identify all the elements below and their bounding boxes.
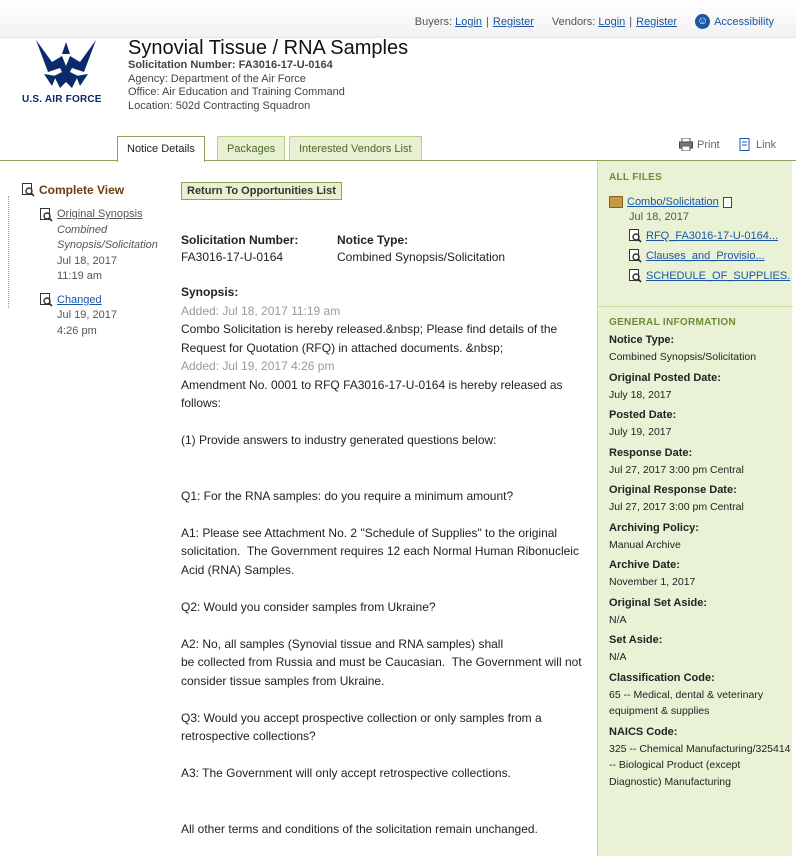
header-details (128, 59, 345, 113)
info-value: Manual Archive (609, 538, 681, 551)
buyers-login-link[interactable]: Login (455, 15, 483, 28)
nav-type-line: Synopsis/Solicitation (57, 239, 158, 251)
closing-text: All other terms and conditions of the solicitation remain unchanged. (181, 821, 538, 836)
accessibility-link[interactable]: Accessibility (714, 15, 774, 28)
info-value: 325 -- Chemical Manufacturing/325414 -- Biological Product (except Diagnostic) Manufacturing (609, 742, 791, 788)
info-value: July 19, 2017 (609, 426, 672, 438)
notice-type-label: Notice Type: (337, 233, 409, 247)
tab-packages[interactable]: Packages (217, 136, 285, 161)
nav-type-line: Combined (57, 223, 108, 236)
info-value: N/A (609, 613, 627, 626)
info-label: Archiving Policy: (609, 521, 699, 534)
top-bar (0, 0, 796, 38)
magnifier-icon (22, 183, 35, 197)
accessibility-icon[interactable]: ☺ (696, 15, 709, 27)
printer-icon (679, 138, 693, 151)
question-3: Q3: Would you accept prospective collection or only samples from a retrospective collections? (181, 710, 545, 743)
general-info-heading: GENERAL INFORMATION (609, 317, 736, 328)
nav-date: Jul 18, 2017 (57, 254, 117, 267)
complete-view-link[interactable] (22, 183, 172, 197)
nav-tree-line (8, 196, 16, 308)
magnifier-icon (629, 269, 642, 283)
notice-main (181, 182, 586, 836)
link-label: Link (756, 138, 777, 151)
info-label: Set Aside: (609, 634, 663, 646)
file-row (629, 266, 792, 286)
amendment-item: (1) Provide answers to industry generated questions below: (181, 433, 497, 447)
magnifier-icon (629, 249, 642, 263)
amendment-text: Amendment No. 0001 to RFQ FA3016-17-U-0164 is hereby released as follows: (181, 377, 566, 410)
synopsis-label: Synopsis: (181, 285, 239, 299)
file-row (629, 226, 792, 246)
print-label: Print (697, 138, 720, 151)
all-files-heading: ALL FILES (609, 172, 663, 183)
return-to-list-button[interactable]: Return To Opportunities List (181, 182, 342, 200)
file-link-schedule[interactable]: SCHEDULE_OF_SUPPLIES. (646, 270, 791, 282)
info-label: Posted Date: (609, 409, 677, 421)
notice-type-field (337, 233, 505, 264)
info-label: Original Posted Date: (609, 371, 721, 384)
info-label: Classification Code: (609, 671, 715, 684)
logo-text: U.S. AIR FORCE (22, 94, 102, 105)
page-title: Synovial Tissue / RNA Samples (128, 37, 409, 59)
notice-type-value: Combined Synopsis/Solicitation (337, 250, 506, 264)
nav-time: 11:19 am (57, 270, 103, 282)
info-value: 65 -- Medical, dental & veterinary equipment & supplies (609, 688, 764, 717)
package-box-icon (609, 196, 623, 208)
answer-2-line-1: A2: No, all samples (Synovial tissue and RNA samples) shall (181, 636, 504, 651)
complete-view-label: Complete View (39, 183, 125, 197)
info-value: Combined Synopsis/Solicitation (609, 351, 757, 363)
question-1: Q1: For the RNA samples: do you require a minimum amount? (181, 488, 514, 503)
info-value: Jul 27, 2017 3:00 pm Central (609, 501, 744, 513)
changed-link[interactable]: Changed (57, 293, 102, 306)
package-row (609, 196, 792, 208)
document-icon[interactable] (723, 197, 732, 208)
info-value: N/A (609, 651, 627, 663)
original-synopsis-link[interactable]: Original Synopsis (57, 208, 143, 220)
print-button[interactable] (679, 138, 720, 151)
synopsis (181, 283, 586, 838)
magnifier-icon (629, 229, 642, 243)
vendors-label: Vendors: (551, 15, 596, 28)
answer-1: A1: Please see Attachment No. 2 "Schedule of Supplies" to the original solicitation. The Government requires 12 each Normal Human Ribonucleic Acid (RNA) Samples. (181, 525, 582, 577)
answer-2-line-2: be collected from Russia and must be Caucasian. The Government will not consider tissue samples from Ukraine. (181, 655, 585, 688)
info-label: Archive Date: (609, 559, 680, 571)
solicitation-number-value: FA3016-17-U-0164 (181, 250, 284, 264)
nav-item-original-synopsis (40, 207, 172, 285)
info-value: November 1, 2017 (609, 576, 696, 588)
account-links (415, 14, 774, 29)
all-files-section (598, 161, 792, 286)
separator: | (486, 15, 489, 28)
nav-date: Jul 19, 2017 (57, 309, 117, 321)
info-label: Response Date: (609, 446, 693, 459)
info-value: July 18, 2017 (609, 388, 672, 401)
header-solicitation-number: Solicitation Number: FA3016-17-U-0164 (128, 59, 333, 71)
vendors-register-link[interactable]: Register (636, 15, 678, 28)
solicitation-number-label: Solicitation Number: (181, 233, 299, 247)
info-label: Original Response Date: (609, 484, 737, 496)
file-list (629, 226, 792, 286)
tab-notice-details[interactable]: Notice Details (117, 136, 205, 162)
info-label: Original Set Aside: (609, 596, 708, 609)
link-doc-icon (738, 138, 752, 151)
package-date: Jul 18, 2017 (629, 211, 689, 223)
file-row (629, 246, 792, 266)
magnifier-icon (40, 208, 53, 222)
nav-item-changed (40, 293, 172, 340)
header-office: Office: Air Education and Training Command (128, 86, 345, 98)
solicitation-number-field (181, 233, 298, 264)
synopsis-text: Combo Solicitation is hereby released.&nbsp; Please find details of the Request for Quotation (RFQ) in attached documents. &nbsp; (181, 322, 561, 355)
added-timestamp: Added: Jul 19, 2017 4:26 pm (181, 359, 335, 373)
answer-3: A3: The Government will only accept retrospective collections. (181, 766, 511, 780)
vendors-login-link[interactable]: Login (598, 15, 626, 28)
nav-time: 4:26 pm (57, 324, 97, 337)
file-link-clauses[interactable]: Clauses_and_Provisio... (646, 250, 765, 262)
combo-solicitation-link[interactable]: Combo/Solicitation (627, 196, 719, 208)
magnifier-icon (40, 293, 53, 307)
info-value: Jul 27, 2017 3:00 pm Central (609, 463, 744, 476)
general-info-list (609, 334, 793, 790)
side-panel (597, 161, 792, 856)
info-label: NAICS Code: (609, 725, 678, 738)
buyers-label: Buyers: (414, 15, 453, 28)
version-nav (22, 183, 172, 339)
info-label: Notice Type: (609, 334, 675, 346)
added-timestamp: Added: Jul 18, 2017 11:19 am (181, 303, 341, 318)
buyers-register-link[interactable]: Register (492, 15, 534, 28)
header-location: Location: 502d Contracting Squadron (128, 99, 311, 112)
file-link-rfq[interactable]: RFQ_FA3016-17-U-0164... (646, 230, 779, 242)
question-2: Q2: Would you consider samples from Ukraine? (181, 599, 436, 614)
link-button[interactable] (738, 138, 776, 151)
general-information (598, 306, 793, 790)
separator: | (629, 15, 633, 28)
tab-interested-vendors[interactable]: Interested Vendors List (289, 136, 422, 161)
header-agency: Agency: Department of the Air Force (128, 72, 306, 85)
